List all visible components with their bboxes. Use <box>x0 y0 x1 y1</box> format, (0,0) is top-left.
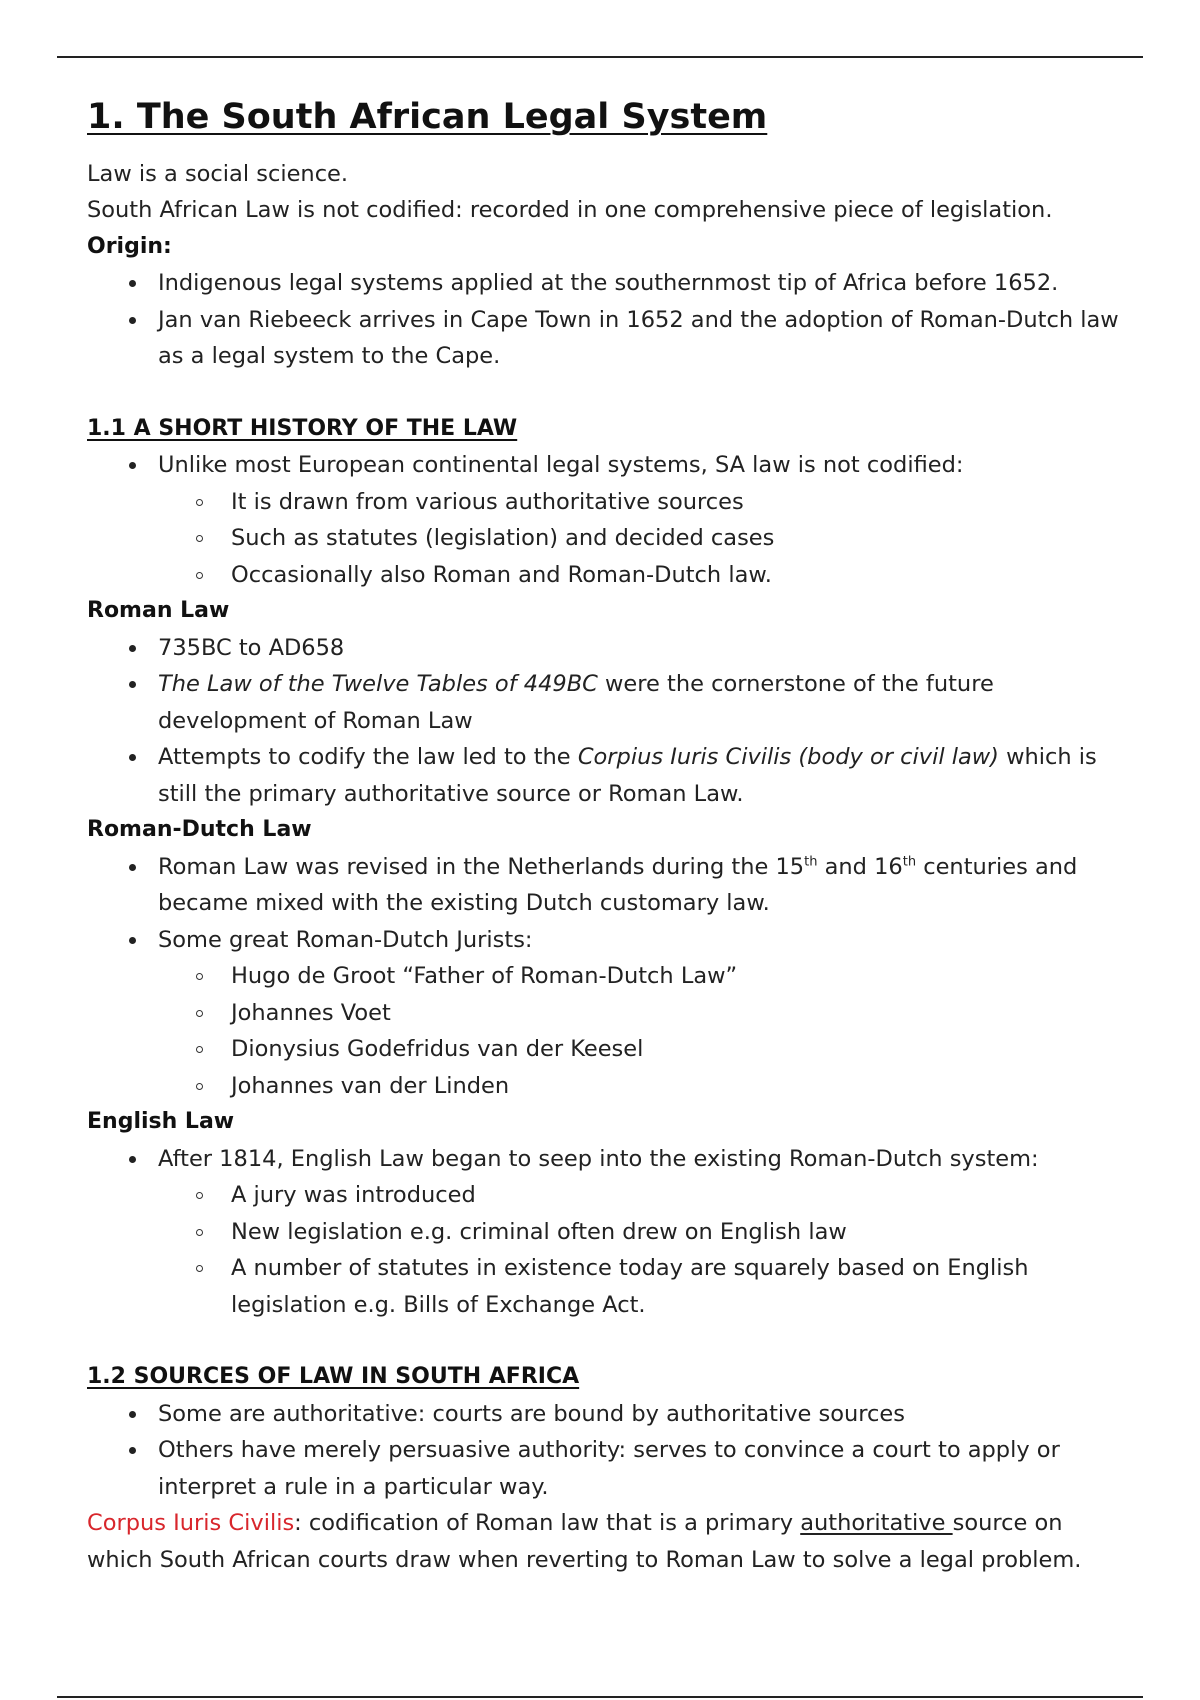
italic-title: The Law of the Twelve Tables of 449BC <box>158 671 598 698</box>
section-heading-sources: 1.2 SOURCES OF LAW IN SOUTH AFRICA <box>87 1364 580 1390</box>
sub-list-item: It is drawn from various authoritative sources <box>87 484 1127 521</box>
text-span: centuries and became mixed with the existing Dutch customary law. <box>158 853 1078 917</box>
roman-law-label: Roman Law <box>87 598 230 624</box>
list-item <box>87 666 1127 739</box>
text-span: were the cornerstone of the future development of Roman Law <box>158 671 994 734</box>
section-heading-history: 1.1 A SHORT HISTORY OF THE LAW <box>87 415 518 441</box>
corpus-term: Corpus Iuris Civilis <box>87 1510 295 1537</box>
text-span: Attempts to codify the law led to the <box>158 744 578 771</box>
text-span: Roman Law was revised in the Netherlands during the 15 <box>158 853 805 880</box>
text-span: and 16 <box>817 853 903 880</box>
origin-label: Origin: <box>87 233 172 259</box>
sub-list-item: Johannes Voet <box>87 995 1127 1032</box>
superscript: th <box>902 854 917 870</box>
list-item <box>87 849 1127 922</box>
corpus-definition <box>87 1505 1127 1578</box>
intro-line: Law is a social science. <box>87 160 349 187</box>
roman-dutch-law-label: Roman-Dutch Law <box>87 817 312 843</box>
intro-line: South African Law is not codified: recorded in one comprehensive piece of legislation. <box>87 197 1053 224</box>
list-item: After 1814, English Law began to seep into the existing Roman-Dutch system: <box>87 1141 1127 1178</box>
underlined-text: authoritative <box>800 1510 953 1537</box>
sub-list-item: Johannes van der Linden <box>87 1068 1127 1105</box>
sources-list <box>87 1396 1127 1506</box>
sub-list-item: A number of statutes in existence today are squarely based on English legislation e.g. Bills of Exchange Act. <box>87 1250 1127 1323</box>
roman-dutch-list <box>87 849 1127 959</box>
jurists-sublist <box>87 958 1127 1104</box>
english-law-sublist <box>87 1177 1127 1323</box>
italic-title: Corpius Iuris Civilis (body or civil law) <box>577 744 999 771</box>
text-span: source on which South African courts draw when reverting to Roman Law to solve a legal problem. <box>87 1510 1082 1573</box>
english-law-list <box>87 1141 1127 1178</box>
bottom-rule <box>57 1696 1143 1698</box>
list-item <box>87 739 1127 812</box>
sub-list-item: A jury was introduced <box>87 1177 1127 1214</box>
top-rule <box>57 56 1143 58</box>
history-list <box>87 447 1127 484</box>
origin-list <box>87 265 1127 375</box>
list-item: Jan van Riebeeck arrives in Cape Town in 1652 and the adoption of Roman-Dutch law as a legal system to the Cape. <box>87 302 1127 375</box>
sub-list-item: Dionysius Godefridus van der Keesel <box>87 1031 1127 1068</box>
history-sublist <box>87 484 1127 594</box>
text-span: which is still the primary authoritative source or Roman Law. <box>158 744 1097 807</box>
list-item: Indigenous legal systems applied at the southernmost tip of Africa before 1652. <box>87 265 1127 302</box>
sub-list-item: Such as statutes (legislation) and decided cases <box>87 520 1127 557</box>
list-item: Unlike most European continental legal systems, SA law is not codified: <box>87 447 1127 484</box>
roman-law-list <box>87 630 1127 813</box>
text-span: : codification of Roman law that is a primary <box>294 1510 801 1537</box>
list-item: Others have merely persuasive authority: serves to convince a court to apply or interpret a rule in a particular way. <box>87 1432 1127 1505</box>
sub-list-item: New legislation e.g. criminal often drew on English law <box>87 1214 1127 1251</box>
superscript: th <box>804 854 818 870</box>
list-item: Some are authoritative: courts are bound by authoritative sources <box>87 1396 1127 1433</box>
list-item: 735BC to AD658 <box>87 630 1127 667</box>
english-law-label: English Law <box>87 1109 235 1135</box>
list-item: Some great Roman-Dutch Jurists: <box>87 922 1127 959</box>
sub-list-item: Hugo de Groot “Father of Roman-Dutch Law” <box>87 958 1127 995</box>
sub-list-item: Occasionally also Roman and Roman-Dutch law. <box>87 557 1127 594</box>
document-page <box>87 96 1127 1578</box>
page-title: 1. The South African Legal System <box>87 97 768 137</box>
